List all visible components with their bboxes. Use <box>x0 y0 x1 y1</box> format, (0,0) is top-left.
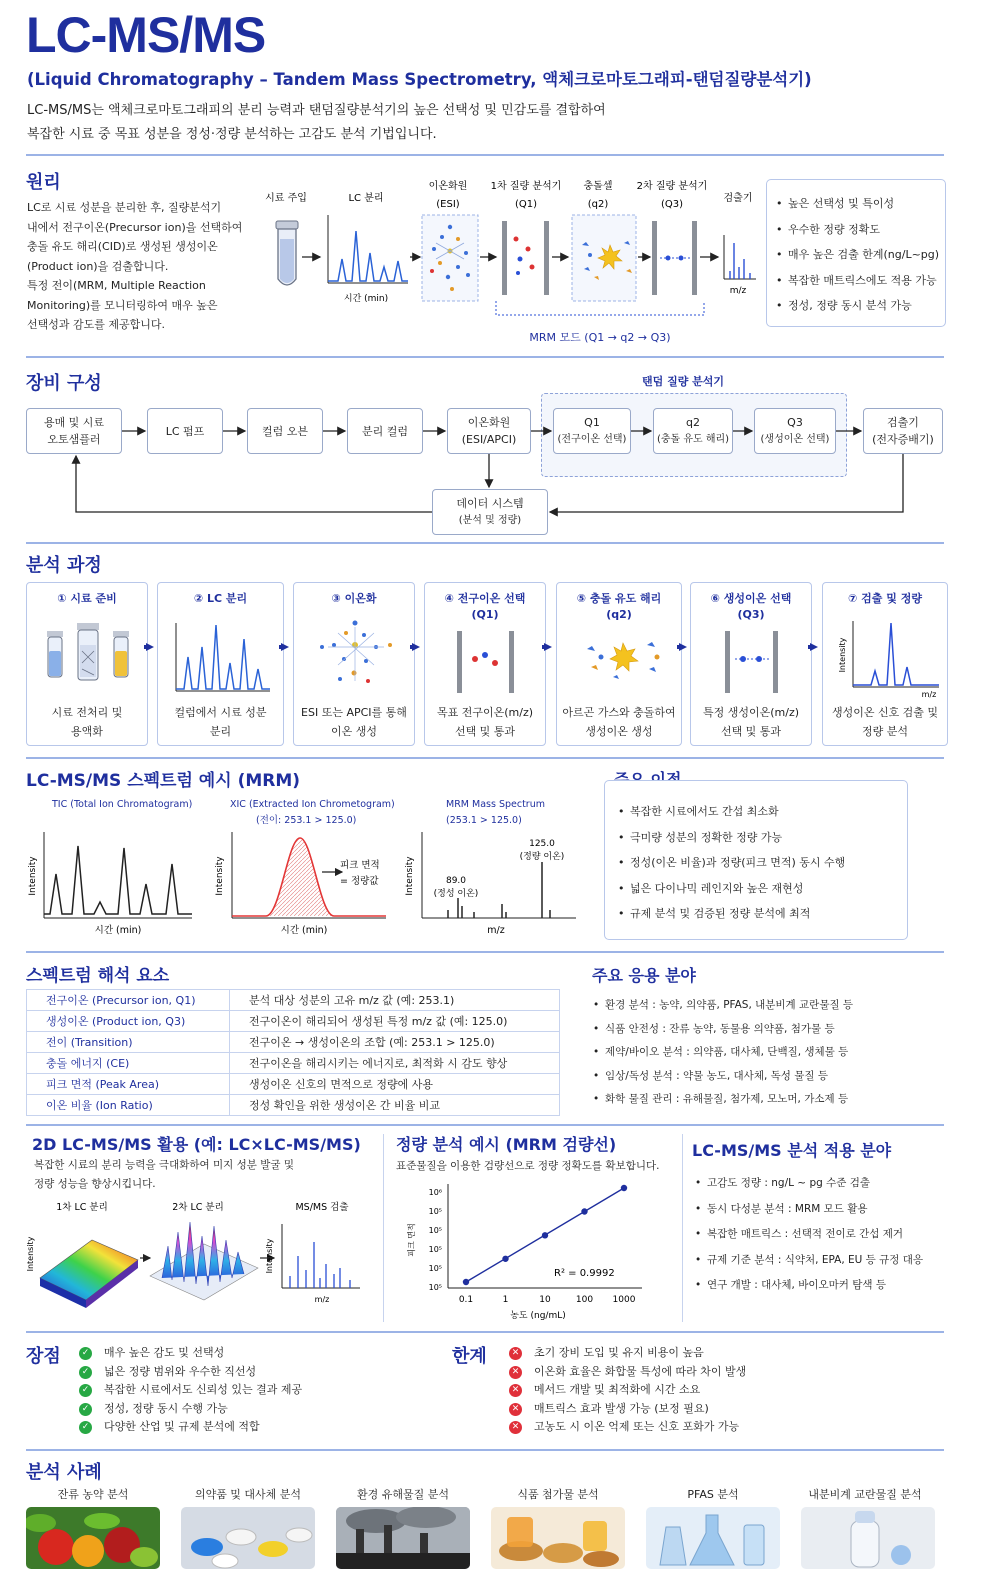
text-line: 충돌 유도 해리(CID)로 생성된 생성이온 <box>27 240 218 253</box>
divider <box>26 154 944 156</box>
lc-axis-label: 시간 (min) <box>343 294 389 304</box>
twod-heading: 2D LC-MS/MS 활용 (예: LC×LC-MS/MS) <box>32 1135 361 1154</box>
mrm-peak1-label: (정성 이온) <box>433 889 479 899</box>
step-desc: 특정 생성이온(m/z) <box>702 706 800 719</box>
list-item <box>76 1363 302 1382</box>
step-desc: 컬럼에서 시료 성분 <box>174 706 267 719</box>
list-item: • 연구 개발 : 대사체, 바이오마커 탐색 등 <box>694 1273 944 1299</box>
x-icon: ✕ <box>509 1421 522 1434</box>
advantages-main-box <box>604 780 908 940</box>
case-image-factory <box>336 1507 470 1569</box>
twod-label-3: MS/MS 검출 <box>295 1202 349 1213</box>
case-image-glassware <box>646 1507 780 1569</box>
spectrum-examples <box>26 792 586 942</box>
item-text: 이온화 효율은 화합물 특성에 따라 차이 발생 <box>534 1364 747 1378</box>
step-desc: 목표 전구이온(m/z) <box>436 706 534 719</box>
process-step-6 <box>690 582 812 746</box>
box-line: 이온화원 <box>467 416 511 429</box>
list-item: • 화학 물질 관리 : 유해물질, 첨가제, 모노머, 가소제 등 <box>592 1088 942 1112</box>
mrm-title: MRM Mass Spectrum <box>446 799 545 810</box>
xic-title: XIC (Extracted Ion Chrometogram) <box>230 799 395 810</box>
step-title-sub: (Q3) <box>737 608 765 621</box>
list-item: • 임상/독성 분석 : 약물 농도, 대사체, 독성 물질 등 <box>592 1065 942 1089</box>
table-row <box>27 1074 560 1095</box>
table-cell: 분석 대상 성분의 고유 m/z 값 (예: 253.1) <box>230 990 560 1011</box>
applications-list <box>592 994 942 1112</box>
cal-point <box>542 1232 548 1238</box>
list-item: • 정성, 정량 동시 분석 가능 <box>775 293 945 319</box>
divider <box>26 542 944 544</box>
table-cell: 생성이온 (Product ion, Q3) <box>27 1011 230 1032</box>
case-label: 내분비계 교란물질 분석 <box>808 1488 922 1501</box>
cal-x-tick: 10 <box>539 1295 551 1305</box>
table-cell: 전구이온 (Precursor ion, Q1) <box>27 990 230 1011</box>
divider <box>26 951 944 953</box>
divider <box>26 1331 944 1333</box>
page-subtitle: (Liquid Chromatography – Tandem Mass Spectrometry, 액체크로마토그래피-탠덤질량분석기) <box>27 70 812 89</box>
q1-rods-icon <box>502 221 549 295</box>
step-title-sub: (Q1) <box>471 608 499 621</box>
application-fields-list <box>694 1171 944 1299</box>
list-item: • 규제 기준 분석 : 식약처, EPA, EU 등 규정 대응 <box>694 1248 944 1274</box>
applications-heading: 주요 응용 분야 <box>592 966 696 985</box>
step-title: ⑤ 충돌 유도 해리 <box>576 592 662 605</box>
cal-x-tick: 1 <box>502 1295 509 1305</box>
check-icon: ✓ <box>79 1403 92 1416</box>
table-cell: 생성이온 신호의 면적으로 정량에 사용 <box>230 1074 560 1095</box>
box-line: Q1 <box>584 416 600 429</box>
divider <box>26 757 944 759</box>
calibration-heading: 정량 분석 예시 (MRM 검량선) <box>396 1135 617 1154</box>
case-label: 잔류 농약 분석 <box>57 1488 129 1501</box>
pros-heading: 장점 <box>26 1346 61 1367</box>
cons-list <box>506 1344 746 1437</box>
list-item: • 제약/바이오 분석 : 의약품, 대사체, 단백질, 생체물 등 <box>592 1041 942 1065</box>
twod-ylabel-right: Intensity <box>265 1238 274 1274</box>
mrm-subtitle: (253.1 > 125.0) <box>446 815 522 826</box>
box-line: 데이터 시스템 <box>456 497 524 510</box>
check-icon: ✓ <box>79 1366 92 1379</box>
x-icon: ✕ <box>509 1347 522 1360</box>
case-image-food <box>491 1507 625 1569</box>
mrm-mode-label: MRM 모드 (Q1 → q2 → Q3) <box>529 331 671 344</box>
list-item: • 우수한 정량 정확도 <box>775 217 945 243</box>
process-step-2 <box>157 582 284 746</box>
cal-y-tick: 10⁵ <box>428 1264 442 1273</box>
cal-x-tick: 100 <box>575 1295 594 1305</box>
check-icon: ✓ <box>79 1347 92 1360</box>
interpretation-heading: 스펙트럼 해석 요소 <box>26 966 170 986</box>
list-item: • 복잡한 시료에서도 간섭 최소화 <box>617 799 907 825</box>
list-item <box>506 1400 746 1419</box>
step-desc: 선택 및 통과 <box>454 725 516 738</box>
box-line: LC 펌프 <box>165 424 205 438</box>
box-line: q2 <box>686 416 700 429</box>
box-line: 오토샘플러 <box>47 433 101 446</box>
text-line: 선택성과 감도를 제공합니다. <box>27 318 166 331</box>
calibration-desc: 표준물질을 이용한 검량선으로 정량 정확도를 확보합니다. <box>396 1160 660 1172</box>
process-step-4 <box>424 582 546 746</box>
step-desc: 생성이온 신호 검출 및 <box>831 706 939 719</box>
flow-label-lc: LC 분리 <box>348 193 384 204</box>
item-text: 매우 높은 감도 및 선택성 <box>104 1346 225 1359</box>
tic-trace <box>44 846 192 914</box>
mrm-peak1-value: 89.0 <box>445 876 467 886</box>
text-line: 내에서 전구이온(Precursor ion)을 선택하여 <box>27 220 243 234</box>
q3-selection-icon <box>691 623 813 703</box>
column-divider <box>383 1134 384 1322</box>
list-item: • 복잡한 매트릭스 : 선택적 전이로 간섭 제거 <box>694 1222 944 1248</box>
item-text: 정성, 정량 동시 수행 가능 <box>104 1401 228 1415</box>
intro-line: LC-MS/MS는 액체크로마토그래피의 분리 능력과 탠덤질량분석기의 높은 선택성 및 민감도를 결합하여 <box>27 103 606 118</box>
process-step-3 <box>293 582 415 746</box>
cal-y-tick: 10⁵ <box>428 1207 442 1216</box>
lc-chromatogram-icon <box>328 215 408 304</box>
axis-label-intensity: Intensity <box>838 637 847 673</box>
list-item: • 동시 다성분 분석 : MRM 모드 활용 <box>694 1197 944 1223</box>
step-title: ④ 전구이온 선택 <box>444 592 526 605</box>
list-item: • 규제 분석 및 검증된 정량 분석에 최적 <box>617 901 907 927</box>
cal-r2: R² = 0.9992 <box>554 1268 615 1279</box>
case-label: 환경 유해물질 분석 <box>356 1488 449 1501</box>
collision-icon <box>557 623 683 703</box>
step-desc: ESI 또는 APCI를 통해 <box>301 706 407 719</box>
process-heading: 분석 과정 <box>26 555 102 576</box>
table-cell: 전이 (Transition) <box>27 1032 230 1053</box>
list-item <box>76 1400 302 1419</box>
item-text: 고농도 시 이온 억제 또는 신호 포화가 가능 <box>534 1420 740 1434</box>
step-title: ⑥ 생성이온 선택 <box>710 592 792 605</box>
process-step-5 <box>556 582 682 746</box>
axis-label-mz: m/z <box>921 690 937 699</box>
list-item: • 고감도 정량 : ng/L ~ pg 수준 검출 <box>694 1171 944 1197</box>
text-line: 특정 전이(MRM, Multiple Reaction <box>27 279 206 292</box>
xic-note-1: 피크 면적 <box>340 860 380 871</box>
box-line: (충돌 유도 해리) <box>656 434 730 445</box>
step-desc: 분리 <box>209 725 232 738</box>
step-desc: 생성이온 생성 <box>585 725 653 738</box>
twod-diagram <box>26 1196 386 1316</box>
list-item <box>506 1381 746 1400</box>
cal-point <box>581 1208 587 1214</box>
item-text: 매트릭스 효과 발생 가능 (보정 필요) <box>534 1401 709 1415</box>
cal-y-tick: 10⁵ <box>428 1226 442 1235</box>
cal-y-tick: 10⁵ <box>428 1245 442 1254</box>
principle-flow-diagram <box>262 175 762 350</box>
list-item: • 복잡한 매트릭스에도 적용 가능 <box>775 268 945 294</box>
case-label: PFAS 분석 <box>687 1488 739 1501</box>
step-title: ③ 이온화 <box>331 592 377 605</box>
tic-xlabel: 시간 (min) <box>94 925 142 936</box>
table-cell: 정성 확인을 위한 생성이온 간 비율 비교 <box>230 1095 560 1116</box>
q3-rods-icon <box>652 221 697 295</box>
item-text: 복잡한 시료에서도 신뢰성 있는 결과 제공 <box>104 1383 303 1397</box>
tic-title: TIC (Total Ion Chromatogram) <box>52 799 193 810</box>
cases-heading: 분석 사례 <box>26 1462 102 1483</box>
flow-label-sample: 시료 주입 <box>265 193 307 204</box>
equipment-arrows <box>0 380 992 540</box>
intro-text <box>27 99 606 147</box>
divider <box>26 356 944 358</box>
list-item: • 넓은 다이나믹 레인지와 높은 재현성 <box>617 876 907 902</box>
flow-label-q3: 2차 질량 분석기 <box>636 181 708 192</box>
msms-peaks <box>290 1242 350 1288</box>
twod-desc <box>34 1156 294 1194</box>
box-line: (분석 및 정량) <box>458 515 522 526</box>
tic-ylabel: Intensity <box>28 856 38 896</box>
twod-ylabel-left: Intensity <box>26 1236 35 1272</box>
box-line: Q3 <box>787 416 803 429</box>
box-line: 컬럼 오븐 <box>261 424 308 438</box>
step-title-sub: (q2) <box>606 608 632 621</box>
list-item: • 정성(이온 비율)과 정량(피크 면적) 동시 수행 <box>617 850 907 876</box>
cal-point <box>502 1256 508 1262</box>
table-row <box>27 1053 560 1074</box>
case-image-baby-bottle <box>801 1507 935 1569</box>
mrm-peak2-value: 125.0 <box>529 839 555 849</box>
spectrum-heading: LC-MS/MS 스펙트럼 예시 (MRM) <box>26 771 301 791</box>
interpretation-table <box>26 989 560 1116</box>
flow-label-ion: 이온화원 <box>428 181 468 192</box>
step-desc: 시료 전처리 및 <box>51 706 123 719</box>
text-line: (Product ion)을 검출합니다. <box>27 259 169 273</box>
box-line: 용매 및 시료 <box>43 416 105 429</box>
flow-label-q3-sub: (Q3) <box>660 199 684 210</box>
box-line: 검출기 <box>887 416 919 429</box>
list-item: • 매우 높은 검출 한계(ng/L~pg) <box>775 242 945 268</box>
list-item <box>76 1344 302 1363</box>
cal-ylabel: 피크 면적 <box>407 1223 416 1257</box>
table-row <box>27 1095 560 1116</box>
tandem-label: 탠덤 질량 분석기 <box>642 375 725 388</box>
step-desc: 용액화 <box>71 725 103 738</box>
list-item <box>76 1418 302 1437</box>
check-icon: ✓ <box>79 1421 92 1434</box>
twod-label-2: 2차 LC 분리 <box>172 1202 224 1213</box>
desc-line: 복잡한 시료의 분리 능력을 극대화하여 미지 성분 발굴 및 <box>34 1159 294 1171</box>
mz-label: m/z <box>729 286 747 296</box>
divider <box>26 1124 944 1126</box>
text-line: Monitoring)를 모니터링하여 매우 높은 <box>27 298 218 312</box>
xic-note-2: = 정량값 <box>340 876 379 887</box>
intro-line: 복잡한 시료 중 목표 성분을 정성·정량 분석하는 고감도 분석 기법입니다. <box>27 127 437 142</box>
table-cell: 이온 비율 (Ion Ratio) <box>27 1095 230 1116</box>
box-line: (전구이온 선택) <box>557 434 627 445</box>
case-label: 의약품 및 대사체 분석 <box>194 1488 302 1501</box>
process-arrows <box>0 640 992 660</box>
test-tube-icon <box>276 221 298 285</box>
list-item: • 환경 분석 : 농약, 의약품, PFAS, 내분비계 교란물질 등 <box>592 994 942 1018</box>
x-icon: ✕ <box>509 1366 522 1379</box>
column-divider <box>682 1134 683 1322</box>
box-line: 분리 컬럼 <box>361 424 408 438</box>
table-cell: 전구이온 → 생성이온의 조합 (예: 253.1 > 125.0) <box>230 1032 560 1053</box>
pros-list <box>76 1344 302 1437</box>
x-icon: ✕ <box>509 1384 522 1397</box>
mrm-bracket <box>496 301 704 315</box>
list-item <box>506 1363 746 1382</box>
step-desc: 이온 생성 <box>330 725 377 738</box>
cons-heading: 한계 <box>452 1346 487 1367</box>
desc-line: 정량 성능을 향상시킵니다. <box>34 1178 156 1190</box>
cal-x-tick: 0.1 <box>458 1295 474 1305</box>
table-row <box>27 1011 560 1032</box>
application-fields-heading: LC-MS/MS 분석 적용 분야 <box>692 1141 892 1160</box>
step-title: ① 시료 준비 <box>57 592 117 605</box>
cal-y-tick: 10⁵ <box>428 1283 442 1292</box>
xic-subtitle: (전이: 253.1 > 125.0) <box>256 815 357 826</box>
twod-xlabel: m/z <box>314 1295 330 1304</box>
equipment-heading: 장비 구성 <box>26 373 102 394</box>
flow-label-q2-sub: (q2) <box>587 199 609 210</box>
step-desc: 선택 및 통과 <box>720 725 782 738</box>
flow-label-ion-sub: (ESI) <box>436 199 460 210</box>
item-text: 다양한 산업 및 규제 분석에 적합 <box>104 1420 260 1434</box>
q1-selection-icon <box>425 623 547 703</box>
table-cell: 전구이온을 해리시키는 에너지로, 최적화 시 감도 향상 <box>230 1053 560 1074</box>
flow-label-detector: 검출기 <box>723 193 753 204</box>
flow-label-q2: 충돌셀 <box>583 181 613 192</box>
box-line: (ESI/APCI) <box>461 433 517 446</box>
step-title: ⑦ 검출 및 정량 <box>848 592 922 605</box>
cal-point <box>463 1279 469 1285</box>
divider <box>26 1449 944 1451</box>
list-item <box>76 1381 302 1400</box>
table-cell: 충돌 에너지 (CE) <box>27 1053 230 1074</box>
cal-xlabel: 농도 (ng/mL) <box>510 1311 566 1321</box>
list-item: • 식품 안전성 : 잔류 농약, 동물용 의약품, 첨가물 등 <box>592 1018 942 1042</box>
process-step-1 <box>26 582 148 746</box>
step-desc: 정량 분석 <box>861 725 908 738</box>
cal-y-tick: 10⁶ <box>428 1188 442 1197</box>
list-item <box>506 1344 746 1363</box>
item-text: 초기 장비 도입 및 유지 비용이 높음 <box>534 1346 704 1359</box>
mrm-peak2-label: (정량 이온) <box>519 852 565 862</box>
case-image-vegetables <box>26 1507 160 1569</box>
list-item: • 높은 선택성 및 특이성 <box>775 191 945 217</box>
cal-x-tick: 1000 <box>612 1295 636 1305</box>
principle-text <box>27 198 262 335</box>
case-image-pills <box>181 1507 315 1569</box>
page-title: LC-MS/MS <box>26 7 266 63</box>
list-item: • 극미량 성분의 정확한 정량 가능 <box>617 825 907 851</box>
box-line: (전자증배기) <box>872 433 934 446</box>
principle-heading: 원리 <box>26 172 61 193</box>
table-row <box>27 1032 560 1053</box>
flow-label-q1-sub: (Q1) <box>514 199 538 210</box>
item-text: 넓은 정량 범위와 우수한 직선성 <box>104 1364 257 1378</box>
step-desc: 아르곤 가스와 충돌하여 <box>562 706 676 719</box>
box-line: (생성이온 선택) <box>760 434 830 445</box>
check-icon: ✓ <box>79 1384 92 1397</box>
x-icon: ✕ <box>509 1403 522 1416</box>
mrm-xlabel: m/z <box>487 925 505 936</box>
item-text: 메서드 개발 및 최적화에 시간 소요 <box>534 1383 701 1397</box>
xic-xlabel: 시간 (min) <box>280 925 328 936</box>
table-cell: 피크 면적 (Peak Area) <box>27 1074 230 1095</box>
table-row <box>27 990 560 1011</box>
twod-label-1: 1차 LC 분리 <box>56 1202 108 1213</box>
mrm-ylabel: Intensity <box>405 856 415 896</box>
mass-spectrum-icon <box>724 235 756 296</box>
step-title: ② LC 분리 <box>193 592 248 605</box>
process-step-7 <box>822 582 948 746</box>
table-cell: 전구이온이 해리되어 생성된 특정 m/z 값 (예: 125.0) <box>230 1011 560 1032</box>
cal-point <box>621 1185 627 1191</box>
text-line: LC로 시료 성분을 분리한 후, 질량분석기 <box>27 201 222 214</box>
principle-bullets-box <box>766 179 946 327</box>
calibration-chart <box>396 1178 676 1326</box>
list-item <box>506 1418 746 1437</box>
case-label: 식품 첨가물 분석 <box>517 1488 599 1501</box>
flow-label-q1: 1차 질량 분석기 <box>490 181 562 192</box>
xic-ylabel: Intensity <box>215 856 225 896</box>
